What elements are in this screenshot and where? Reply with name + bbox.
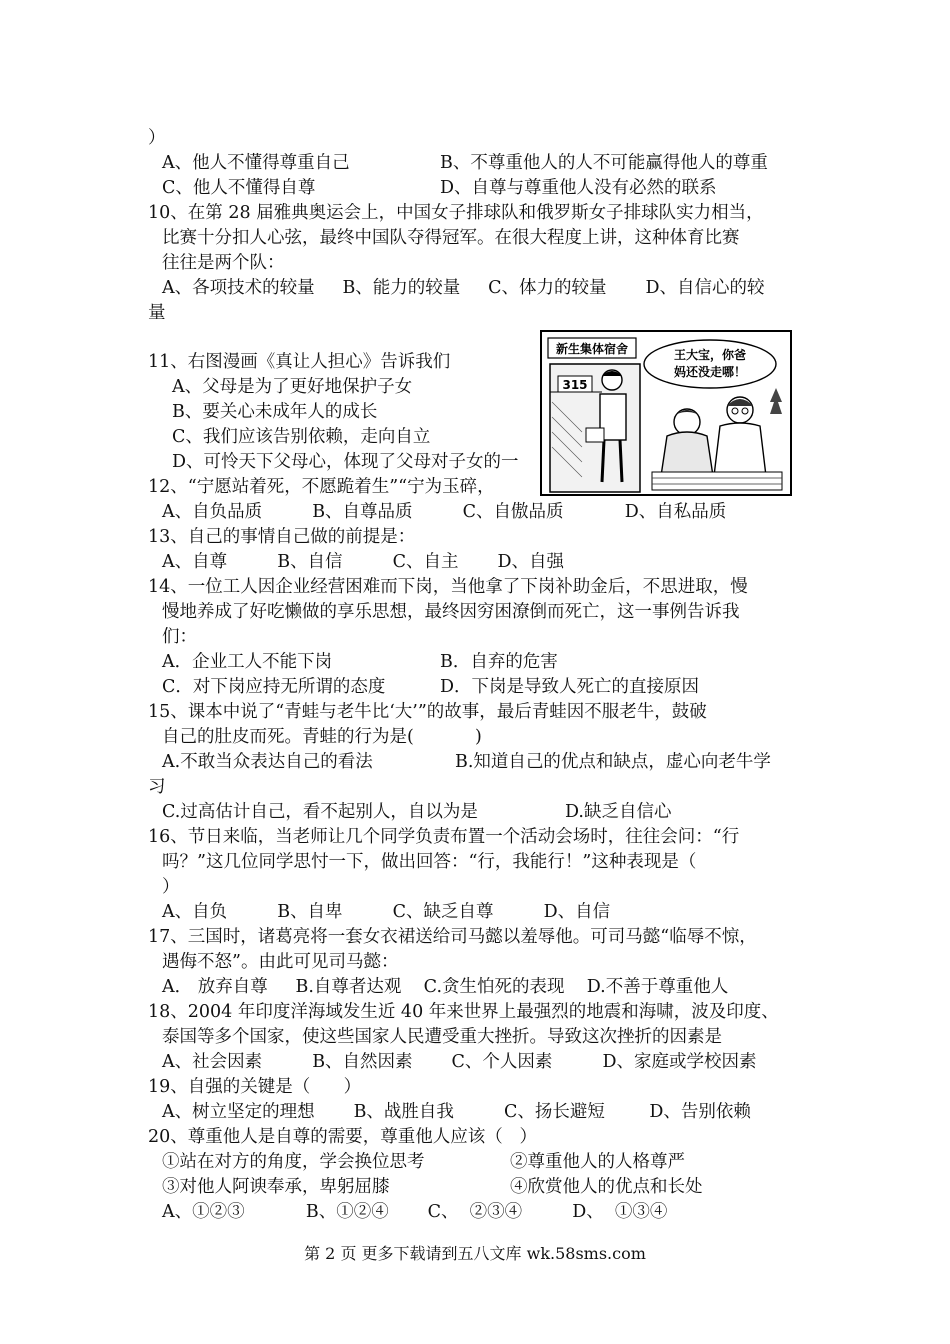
q14-stem-2: 慢地养成了好吃懒做的享乐思想，最终因穷困潦倒而死亡，这一事例告诉我 xyxy=(162,602,740,622)
q18-stem-2: 泰国等多个国家，使这些国家人民遭受重大挫折。导致这次挫折的因素是 xyxy=(162,1027,722,1047)
q15-stem-2: 自己的肚皮而死。青蛙的行为是( ) xyxy=(162,727,482,747)
q18-options: A、社会因素 B、自然因素 C、个人因素 D、家庭或学校因素 xyxy=(162,1052,757,1072)
q14-option-d: D．下岗是导致人死亡的直接原因 xyxy=(440,677,700,697)
q17-stem-2: 遇侮不怒”。由此可见司马懿： xyxy=(162,952,399,972)
q9-option-c: C、他人不懂得自尊 xyxy=(162,178,316,198)
q10-stem-2: 比赛十分扣人心弦，最终中国队夺得冠军。在很大程度上讲，这种体育比赛 xyxy=(162,228,740,248)
q20-item-4: ④欣赏他人的优点和长处 xyxy=(510,1177,703,1197)
q15-option-b-wrap: 习 xyxy=(148,777,166,797)
cartoon-room-number: 315 xyxy=(562,378,588,392)
q10-stem-3: 往往是两个队： xyxy=(162,253,285,273)
page-footer: 第 2 页 更多下载请到五八文库 wk.58sms.com xyxy=(304,1244,646,1263)
q11-option-d: D、可怜天下父母心，体现了父母对子女的一 xyxy=(172,452,519,472)
q14-stem-3: 们： xyxy=(162,627,197,647)
q10-options: A、各项技术的较量 B、能力的较量 C、体力的较量 D、自信心的较 xyxy=(162,278,765,298)
q15-option-d: D.缺乏自信心 xyxy=(565,802,672,822)
q12-options: A、自负品质 B、自尊品质 C、自傲品质 D、自私品质 xyxy=(162,502,727,522)
q16-stem-1: 16、节日来临，当老师让几个同学负责布置一个活动会场时，往往会问：“行 xyxy=(148,827,740,847)
q16-stem-2: 吗？”这几位同学思忖一下，做出回答：“行，我能行！”这种表现是（ xyxy=(162,852,697,872)
q19-stem: 19、自强的关键是（ ） xyxy=(148,1077,362,1097)
q16-stem-3: ） xyxy=(162,877,180,897)
q11-option-b: B、要关心未成年人的成长 xyxy=(172,402,378,422)
q18-stem-1: 18、2004 年印度洋海域发生近 40 年来世界上最强烈的地震和海啸，波及印度、 xyxy=(148,1002,779,1022)
q14-option-c: C．对下岗应持无所谓的态度 xyxy=(162,677,386,697)
cartoon-image xyxy=(540,330,792,496)
q12-stem: 12、“宁愿站着死，不愿跪着生”“宁为玉碎， xyxy=(148,477,495,497)
q19-options: A、树立坚定的理想 B、战胜自我 C、扬长避短 D、告别依赖 xyxy=(162,1102,751,1122)
q17-stem-1: 17、三国时，诸葛亮将一套女衣裙送给司马懿以羞辱他。可司马懿“临辱不惊， xyxy=(148,927,757,947)
continuation-paren: ） xyxy=(148,128,166,148)
q11-stem: 11、右图漫画《真让人担心》告诉我们 xyxy=(148,352,451,372)
q20-options: A、①②③ B、①②④ C、 ②③④ D、 ①③④ xyxy=(162,1202,668,1222)
q11-option-a: A、父母是为了更好地保护子女 xyxy=(172,377,413,397)
q15-option-c: C.过高估计自己，看不起别人，自以为是 xyxy=(162,802,478,822)
q20-stem: 20、尊重他人是自尊的需要，尊重他人应该（ ） xyxy=(148,1127,537,1147)
q15-option-b: B.知道自己的优点和缺点，虚心向老牛学 xyxy=(455,752,771,772)
q9-option-b: B、不尊重他人的人不可能赢得他人的尊重 xyxy=(440,153,768,173)
q10-stem-1: 10、在第 28 届雅典奥运会上，中国女子排球队和俄罗斯女子排球队实力相当， xyxy=(148,203,764,223)
q11-option-c: C、我们应该告别依赖，走向自立 xyxy=(172,427,431,447)
q15-stem-1: 15、课本中说了“青蛙与老牛比‘大’”的故事，最后青蛙因不服老牛，鼓破 xyxy=(148,702,707,722)
q9-option-a: A、他人不懂得尊重自己 xyxy=(162,153,350,173)
q9-option-d: D、自尊与尊重他人没有必然的联系 xyxy=(440,178,717,198)
q14-option-a: A．企业工人不能下岗 xyxy=(162,652,333,672)
q13-stem: 13、自己的事情自己做的前提是： xyxy=(148,527,416,547)
q20-item-1: ①站在对方的角度，学会换位思考 xyxy=(162,1152,425,1172)
q17-options: A． 放弃自尊 B.自尊者达观 C.贪生怕死的表现 D.不善于尊重他人 xyxy=(162,977,729,997)
q13-options: A、自尊 B、自信 C、自主 D、自强 xyxy=(162,552,564,572)
q14-option-b: B．自弃的危害 xyxy=(440,652,558,672)
q16-options: A、自负 B、自卑 C、缺乏自尊 D、自信 xyxy=(162,902,611,922)
cartoon-bubble-line1: 王大宝，你爸 xyxy=(673,348,747,362)
q20-item-3: ③对他人阿谀奉承，卑躬屈膝 xyxy=(162,1177,390,1197)
cartoon-drawing xyxy=(542,332,790,494)
q10-options-wrap: 量 xyxy=(148,303,166,323)
cartoon-sign: 新生集体宿舍 xyxy=(555,342,629,356)
q14-stem-1: 14、一位工人因企业经营困难而下岗，当他拿了下岗补助金后，不思进取，慢 xyxy=(148,577,748,597)
cartoon-bubble-line2: 妈还没走哪！ xyxy=(673,365,747,379)
q15-option-a: A.不敢当众表达自己的看法 xyxy=(162,752,373,772)
q20-item-2: ②尊重他人的人格尊严 xyxy=(510,1152,685,1172)
